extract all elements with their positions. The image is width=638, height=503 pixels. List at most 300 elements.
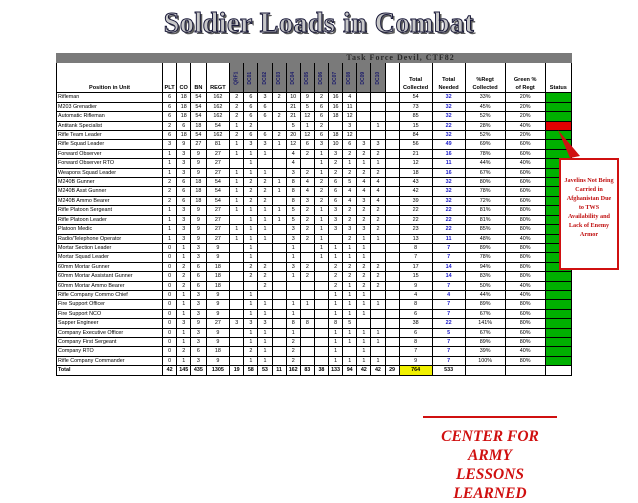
position-name: Antitank Specialist xyxy=(57,121,163,130)
co-cell: 18 xyxy=(177,131,191,140)
dc-cell xyxy=(371,131,385,140)
status-cell xyxy=(545,309,571,318)
bn-cell: 9 xyxy=(191,149,206,158)
dc-cell: 2 xyxy=(258,178,272,187)
dc-cell xyxy=(272,253,286,262)
dc-cell xyxy=(357,131,371,140)
regt-cell: 27 xyxy=(206,149,230,158)
co-cell: 2 xyxy=(177,347,191,356)
bn-cell: 9 xyxy=(191,168,206,177)
co-cell: 3 xyxy=(177,168,191,177)
pct-regt-cell: 72% xyxy=(465,196,505,205)
dc-cell: 3 xyxy=(371,140,385,149)
dc-cell: 8 xyxy=(286,319,300,328)
table-row xyxy=(57,253,572,262)
collected-cell: 56 xyxy=(399,140,432,149)
plt-cell: 0 xyxy=(163,272,177,281)
dc-cell: 4 xyxy=(300,187,314,196)
dc-cell: 1 xyxy=(230,187,244,196)
pct-regt-cell: 28% xyxy=(465,121,505,130)
dc-cell xyxy=(371,102,385,111)
plt-cell: 0 xyxy=(163,309,177,318)
dc-cell: 1 xyxy=(272,178,286,187)
total-plt: 42 xyxy=(163,366,177,375)
total-label: Total xyxy=(57,366,163,375)
collected-cell: 15 xyxy=(399,121,432,130)
position-name: Mortar Section Leader xyxy=(57,243,163,252)
dc-cell: 1 xyxy=(329,328,343,337)
green-pct-cell: 40% xyxy=(505,121,545,130)
dc-cell: 12 xyxy=(343,112,357,121)
header-dc-label: DC03 xyxy=(275,71,282,85)
dc-cell: 1 xyxy=(286,272,300,281)
dc-cell: 21 xyxy=(286,112,300,121)
table-row xyxy=(57,112,572,121)
green-pct-cell: 80% xyxy=(505,215,545,224)
dc-cell: 2 xyxy=(329,168,343,177)
plt-cell: 6 xyxy=(163,131,177,140)
collected-cell: 22 xyxy=(399,215,432,224)
header-total-needed xyxy=(432,63,465,93)
needed-cell: 32 xyxy=(432,93,465,102)
table-row xyxy=(57,319,572,328)
dc-cell xyxy=(314,290,328,299)
green-pct-cell: 40% xyxy=(505,290,545,299)
collected-cell: 12 xyxy=(399,159,432,168)
dc-cell: 1 xyxy=(244,290,258,299)
dc-cell: 2 xyxy=(300,149,314,158)
table-row xyxy=(57,121,572,130)
dc-cell xyxy=(300,356,314,365)
header-dc-label: DC04 xyxy=(289,71,296,85)
header-row xyxy=(57,63,572,93)
dc-cell: 2 xyxy=(329,159,343,168)
collected-cell: 39 xyxy=(399,196,432,205)
dc-cell: 5 xyxy=(300,102,314,111)
dc-cell: 2 xyxy=(286,337,300,346)
dc-cell: 2 xyxy=(244,262,258,271)
dc-cell: 6 xyxy=(329,187,343,196)
regt-cell: 9 xyxy=(206,309,230,318)
bn-cell: 3 xyxy=(191,328,206,337)
dc-cell: 3 xyxy=(357,225,371,234)
dc-cell xyxy=(272,225,286,234)
dc-cell xyxy=(371,347,385,356)
collected-cell: 22 xyxy=(399,206,432,215)
co-cell: 1 xyxy=(177,300,191,309)
total-row xyxy=(57,366,572,375)
collected-cell: 8 xyxy=(399,243,432,252)
needed-cell: 22 xyxy=(432,319,465,328)
dc-cell xyxy=(371,112,385,121)
co-cell: 2 xyxy=(177,262,191,271)
dc-cell: 6 xyxy=(300,140,314,149)
blank-cell xyxy=(385,121,399,130)
dc-cell: 2 xyxy=(343,234,357,243)
dc-cell: 2 xyxy=(314,187,328,196)
dc-cell xyxy=(230,356,244,365)
regt-cell: 162 xyxy=(206,93,230,102)
regt-cell: 162 xyxy=(206,131,230,140)
dc-cell xyxy=(230,253,244,262)
table-row xyxy=(57,187,572,196)
co-cell: 18 xyxy=(177,102,191,111)
header-total-needed-top: Total xyxy=(442,76,456,83)
dc-cell: 1 xyxy=(244,206,258,215)
co-cell: 3 xyxy=(177,149,191,158)
dc-cell: 2 xyxy=(300,234,314,243)
dc-cell: 1 xyxy=(300,121,314,130)
dc-cell xyxy=(272,328,286,337)
header-dc-label: DC07 xyxy=(332,71,339,85)
position-name: Fire Support Officer xyxy=(57,300,163,309)
position-name: Fire Support NCO xyxy=(57,309,163,318)
dc-cell: 1 xyxy=(357,347,371,356)
dc-cell: 1 xyxy=(230,149,244,158)
dc-cell: 2 xyxy=(357,281,371,290)
green-pct-cell: 80% xyxy=(505,262,545,271)
green-pct-cell: 80% xyxy=(505,356,545,365)
dc-cell: 1 xyxy=(371,159,385,168)
dc-cell: 1 xyxy=(244,309,258,318)
band-cell xyxy=(177,54,191,63)
dc-cell xyxy=(314,319,328,328)
dc-cell xyxy=(230,290,244,299)
dc-cell: 1 xyxy=(230,196,244,205)
dc-cell: 2 xyxy=(244,178,258,187)
dc-cell: 2 xyxy=(371,262,385,271)
dc-cell: 1 xyxy=(343,337,357,346)
position-name: Rifle Squad Leader xyxy=(57,140,163,149)
dc-cell: 1 xyxy=(258,347,272,356)
call-logo-line-2: LESSONS LEARNED xyxy=(453,466,527,502)
position-name: Mortar Squad Leader xyxy=(57,253,163,262)
javelin-note: Javelins Not Being Carried in Afghanistan Due to TWS Availability and Lack of Enemy Armor xyxy=(559,158,619,270)
header-dc-label: DC02 xyxy=(261,71,268,85)
dc-cell: 2 xyxy=(343,272,357,281)
dc-cell: 21 xyxy=(286,102,300,111)
dc-cell: 6 xyxy=(314,112,328,121)
table-row xyxy=(57,328,572,337)
dc-cell: 3 xyxy=(329,215,343,224)
dc-cell: 2 xyxy=(286,347,300,356)
header-dc xyxy=(329,63,343,93)
co-cell: 3 xyxy=(177,215,191,224)
dc-cell: 1 xyxy=(343,356,357,365)
header-regt: REGT xyxy=(206,63,230,93)
collected-cell: 7 xyxy=(399,253,432,262)
bn-cell: 3 xyxy=(191,253,206,262)
dc-cell: 2 xyxy=(258,187,272,196)
dc-cell: 1 xyxy=(357,253,371,262)
position-name: Rifle Company Commander xyxy=(57,356,163,365)
dc-cell xyxy=(230,243,244,252)
dc-cell: 1 xyxy=(357,309,371,318)
plt-cell: 2 xyxy=(163,121,177,130)
dc-cell: 16 xyxy=(329,102,343,111)
page-title: Soldier Loads in Combat xyxy=(163,8,475,39)
dc-cell: 2 xyxy=(258,196,272,205)
header-dc-label: QRF1 xyxy=(233,71,240,85)
dc-cell xyxy=(371,319,385,328)
dc-cell: 1 xyxy=(357,328,371,337)
dc-cell xyxy=(230,337,244,346)
bn-cell: 3 xyxy=(191,356,206,365)
dc-cell: 2 xyxy=(329,281,343,290)
needed-cell: 32 xyxy=(432,112,465,121)
dc-cell xyxy=(272,281,286,290)
dc-cell xyxy=(230,272,244,281)
band-cell xyxy=(191,54,206,63)
co-cell: 3 xyxy=(177,206,191,215)
needed-cell: 7 xyxy=(432,347,465,356)
pct-regt-cell: 52% xyxy=(465,131,505,140)
position-name: Company First Sergeant xyxy=(57,337,163,346)
header-pct-regt-bottom: Collected xyxy=(472,85,498,91)
pct-regt-cell: 100% xyxy=(465,356,505,365)
dc-cell: 1 xyxy=(258,300,272,309)
collected-cell: 6 xyxy=(399,328,432,337)
position-name: Automatic Rifleman xyxy=(57,112,163,121)
blank-cell xyxy=(385,272,399,281)
dc-cell: 1 xyxy=(258,309,272,318)
plt-cell: 0 xyxy=(163,281,177,290)
status-cell xyxy=(545,290,571,299)
dc-cell xyxy=(230,281,244,290)
position-name: Forward Observer xyxy=(57,149,163,158)
dc-cell: 2 xyxy=(314,178,328,187)
collected-cell: 73 xyxy=(399,102,432,111)
dc-cell: 4 xyxy=(357,178,371,187)
blank-cell xyxy=(385,112,399,121)
dc-cell: 1 xyxy=(371,121,385,130)
dc-cell xyxy=(258,290,272,299)
dc-cell: 8 xyxy=(286,178,300,187)
collected-cell: 17 xyxy=(399,262,432,271)
regt-cell: 54 xyxy=(206,178,230,187)
dc-cell xyxy=(314,272,328,281)
total-dc: 94 xyxy=(343,366,357,375)
dc-cell: 1 xyxy=(244,300,258,309)
regt-cell: 9 xyxy=(206,356,230,365)
status-cell xyxy=(545,319,571,328)
dc-cell xyxy=(272,309,286,318)
dc-cell: 2 xyxy=(300,225,314,234)
dc-cell: 3 xyxy=(258,140,272,149)
co-cell: 1 xyxy=(177,356,191,365)
header-total-collected-top: Total xyxy=(409,76,423,83)
dc-cell: 3 xyxy=(286,262,300,271)
bn-cell: 18 xyxy=(191,178,206,187)
dc-cell: 3 xyxy=(329,225,343,234)
dc-cell xyxy=(371,290,385,299)
dc-cell: 1 xyxy=(357,243,371,252)
collected-cell: 7 xyxy=(399,347,432,356)
dc-cell: 1 xyxy=(258,225,272,234)
status-cell xyxy=(545,93,571,102)
needed-cell: 32 xyxy=(432,102,465,111)
status-cell xyxy=(545,102,571,111)
collected-cell: 38 xyxy=(399,319,432,328)
dc-cell: 1 xyxy=(343,253,357,262)
call-logo-line-1: CENTER FOR ARMY xyxy=(441,428,539,464)
dc-cell: 1 xyxy=(329,253,343,262)
position-name: Sapper Engineer xyxy=(57,319,163,328)
table-row xyxy=(57,356,572,365)
green-pct-cell: 80% xyxy=(505,272,545,281)
total-blank xyxy=(505,366,545,375)
dc-cell: 1 xyxy=(314,149,328,158)
dc-cell: 1 xyxy=(300,300,314,309)
dc-cell: 5 xyxy=(343,319,357,328)
collected-cell: 6 xyxy=(399,309,432,318)
header-green-pct xyxy=(505,63,545,93)
blank-cell xyxy=(385,93,399,102)
bn-cell: 54 xyxy=(191,102,206,111)
dc-cell: 1 xyxy=(357,300,371,309)
bn-cell: 54 xyxy=(191,131,206,140)
dc-cell: 6 xyxy=(314,102,328,111)
bn-cell: 6 xyxy=(191,347,206,356)
dc-cell: 1 xyxy=(343,328,357,337)
blank-cell xyxy=(385,187,399,196)
regt-cell: 9 xyxy=(206,290,230,299)
dc-cell: 1 xyxy=(272,187,286,196)
dc-cell xyxy=(300,347,314,356)
dc-cell xyxy=(230,262,244,271)
co-cell: 3 xyxy=(177,159,191,168)
dc-cell xyxy=(357,121,371,130)
dc-cell: 2 xyxy=(343,206,357,215)
position-name: 60mm Mortar Ammo Bearer xyxy=(57,281,163,290)
status-cell xyxy=(545,347,571,356)
dc-cell: 5 xyxy=(286,215,300,224)
total-dc: 162 xyxy=(286,366,300,375)
dc-cell xyxy=(230,300,244,309)
dc-cell: 2 xyxy=(314,121,328,130)
dc-cell: 12 xyxy=(343,131,357,140)
needed-cell: 14 xyxy=(432,262,465,271)
blank-cell xyxy=(385,159,399,168)
needed-cell: 7 xyxy=(432,253,465,262)
dc-cell: 3 xyxy=(244,140,258,149)
dc-cell: 1 xyxy=(258,356,272,365)
dc-cell: 2 xyxy=(314,196,328,205)
dc-cell xyxy=(230,347,244,356)
pct-regt-cell: 44% xyxy=(465,290,505,299)
co-cell: 3 xyxy=(177,234,191,243)
dc-cell: 1 xyxy=(329,300,343,309)
dc-cell: 1 xyxy=(343,281,357,290)
dc-cell: 2 xyxy=(343,262,357,271)
dc-cell: 18 xyxy=(329,131,343,140)
total-co: 145 xyxy=(177,366,191,375)
dc-cell xyxy=(300,243,314,252)
plt-cell: 6 xyxy=(163,112,177,121)
table-row xyxy=(57,168,572,177)
dc-cell: 2 xyxy=(286,356,300,365)
dc-cell: 2 xyxy=(314,93,328,102)
dc-cell: 11 xyxy=(343,102,357,111)
dc-cell: 1 xyxy=(343,309,357,318)
dc-cell: 1 xyxy=(244,328,258,337)
dc-cell: 6 xyxy=(343,140,357,149)
dc-cell: 1 xyxy=(286,243,300,252)
dc-cell: 5 xyxy=(286,121,300,130)
pct-regt-cell: 85% xyxy=(465,225,505,234)
dc-cell: 3 xyxy=(357,140,371,149)
table-row xyxy=(57,262,572,271)
needed-cell: 22 xyxy=(432,225,465,234)
table-row xyxy=(57,309,572,318)
dc-cell xyxy=(371,243,385,252)
plt-cell: 0 xyxy=(163,356,177,365)
regt-cell: 27 xyxy=(206,319,230,328)
bn-cell: 9 xyxy=(191,234,206,243)
dc-cell xyxy=(371,93,385,102)
table-row xyxy=(57,206,572,215)
total-dc: 58 xyxy=(244,366,258,375)
bn-cell: 9 xyxy=(191,319,206,328)
blank-cell xyxy=(385,281,399,290)
position-name: M240B Asst Gunner xyxy=(57,187,163,196)
dc-cell: 2 xyxy=(371,225,385,234)
plt-cell: 2 xyxy=(163,178,177,187)
bn-cell: 6 xyxy=(191,262,206,271)
dc-cell: 2 xyxy=(300,215,314,224)
dc-cell: 3 xyxy=(357,196,371,205)
regt-cell: 162 xyxy=(206,112,230,121)
dc-cell: 1 xyxy=(244,356,258,365)
pct-regt-cell: 45% xyxy=(465,102,505,111)
dc-cell: 2 xyxy=(244,196,258,205)
total-dc: 19 xyxy=(230,366,244,375)
co-cell: 3 xyxy=(177,225,191,234)
dc-cell: 1 xyxy=(244,337,258,346)
header-dc xyxy=(371,63,385,93)
green-pct-cell: 80% xyxy=(505,253,545,262)
dc-cell xyxy=(329,121,343,130)
dc-cell: 2 xyxy=(258,281,272,290)
bn-cell: 18 xyxy=(191,196,206,205)
pct-regt-cell: 94% xyxy=(465,262,505,271)
dc-cell: 2 xyxy=(357,262,371,271)
call-logo xyxy=(423,427,557,503)
collected-cell: 9 xyxy=(399,356,432,365)
dc-cell: 1 xyxy=(286,300,300,309)
plt-cell: 0 xyxy=(163,243,177,252)
collected-cell: 9 xyxy=(399,281,432,290)
dc-cell: 3 xyxy=(329,206,343,215)
dc-cell xyxy=(357,112,371,121)
needed-cell: 7 xyxy=(432,243,465,252)
bn-cell: 3 xyxy=(191,309,206,318)
blank-cell xyxy=(385,178,399,187)
dc-cell: 2 xyxy=(371,168,385,177)
dc-cell: 3 xyxy=(230,319,244,328)
co-cell: 1 xyxy=(177,243,191,252)
table-row xyxy=(57,102,572,111)
dc-cell: 6 xyxy=(258,102,272,111)
plt-cell: 6 xyxy=(163,102,177,111)
dc-cell: 1 xyxy=(244,243,258,252)
regt-cell: 27 xyxy=(206,168,230,177)
header-total-collected xyxy=(399,63,432,93)
dc-cell xyxy=(272,356,286,365)
dc-cell: 1 xyxy=(230,225,244,234)
dc-cell: 4 xyxy=(343,93,357,102)
needed-cell: 11 xyxy=(432,234,465,243)
